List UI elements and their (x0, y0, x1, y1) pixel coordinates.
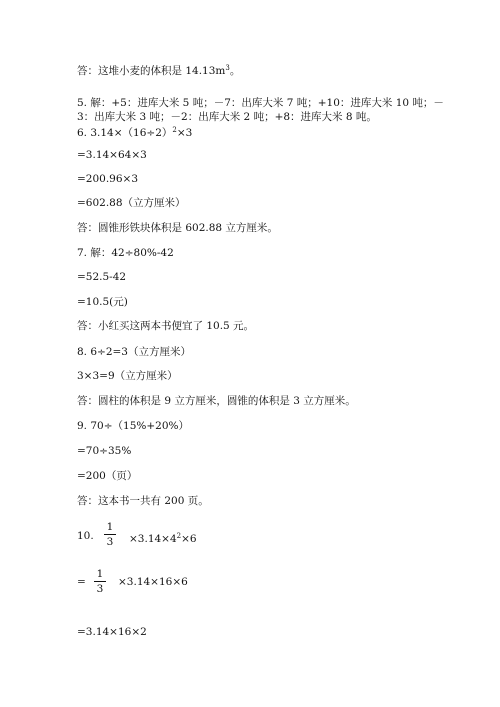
q6-step1: =3.14×64×3 (77, 149, 147, 161)
q10-label: 10. (77, 530, 94, 542)
q8-answer: 答：圆柱的体积是 9 立方厘米，圆锥的体积是 3 立方厘米。 (77, 395, 356, 407)
fraction-bar (94, 581, 106, 582)
superscript-squared: 2 (176, 532, 182, 540)
q6-step3: =602.88（立方厘米） (77, 197, 186, 209)
fraction-one-third (104, 521, 116, 548)
fraction-numerator: 1 (106, 521, 114, 533)
q7-step1: =52.5-42 (77, 271, 127, 283)
q5-solution-line2: 3：出库大米 3 吨；－2：出库大米 2 吨；+8：进库大米 8 吨。 (77, 111, 377, 123)
fraction-denominator: 3 (106, 536, 114, 548)
answer-wheat-volume (77, 61, 240, 78)
fraction-denominator: 3 (96, 583, 104, 595)
q8-step1: 8. 6÷2=3（立方厘米） (77, 346, 191, 358)
fraction-numerator: 1 (96, 568, 104, 580)
q6-expression (77, 123, 192, 140)
q9-step2: =200（页） (77, 470, 138, 482)
q10-step2: =3.14×16×2 (77, 626, 147, 638)
answer-wheat-end: 。 (229, 65, 241, 77)
superscript-cubed: 3 (225, 64, 230, 72)
q6-answer: 答：圆锥形铁块体积是 602.88 立方厘米。 (77, 222, 278, 234)
q7-answer: 答：小红买这两本书便宜了 10.5 元。 (77, 320, 255, 332)
q7-expression: 7. 解：42÷80%-42 (77, 247, 174, 259)
q5-solution-line1: 5. 解：+5：进库大米 5 吨；－7：出库大米 7 吨；+10：进库大米 10 吨；－ (77, 97, 444, 109)
q10-step1-equals: = (77, 576, 86, 588)
q10-step1: ×3.14×16×6 (118, 576, 188, 588)
answer-wheat-text: 答：这堆小麦的体积是 14.13m (77, 65, 226, 77)
fraction-bar (104, 534, 116, 535)
q10-expression-end: ×6 (181, 533, 197, 545)
q8-step2: 3×3=9（立方厘米） (77, 370, 178, 382)
q6-expression-text: 6. 3.14×（16÷2） (77, 127, 173, 139)
q6-expression-end: ×3 (176, 127, 193, 139)
q9-expression: 9. 70÷（15%+20%） (77, 420, 189, 432)
q6-step2: =200.96×3 (77, 173, 139, 185)
q9-answer: 答：这本书一共有 200 页。 (77, 495, 209, 507)
q9-step1: =70÷35% (77, 445, 132, 457)
q10-expression-text: ×3.14×4 (129, 533, 177, 545)
q10-expression (129, 529, 197, 546)
superscript-squared: 2 (172, 126, 177, 134)
fraction-one-third (94, 568, 106, 595)
q7-step2: =10.5(元) (77, 296, 128, 308)
